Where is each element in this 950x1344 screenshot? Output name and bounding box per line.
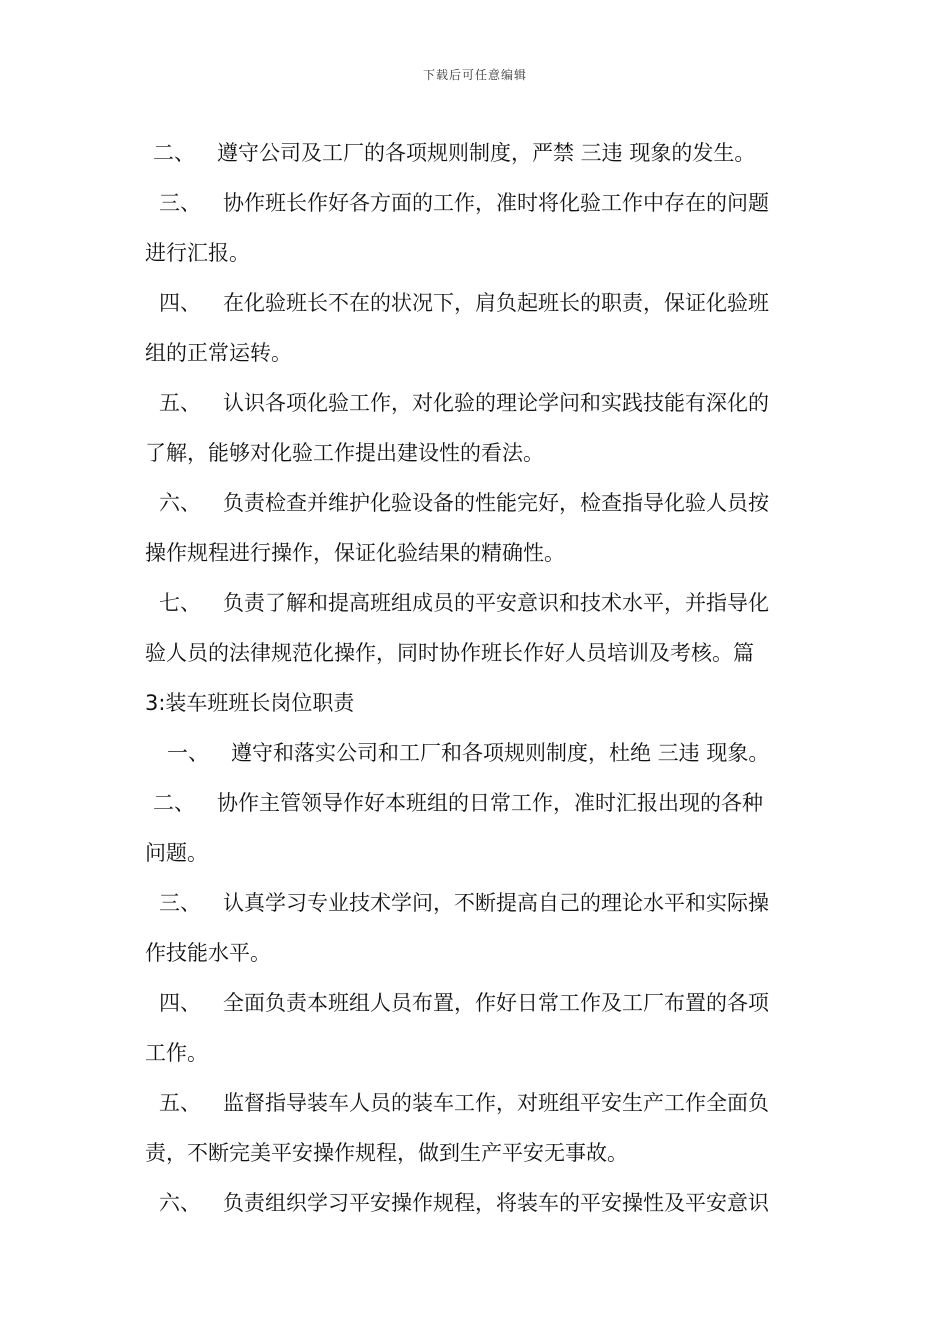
item-continuation: 操作规程进行操作，保证化验结果的精确性。 [145, 541, 565, 565]
list-item [145, 978, 810, 1028]
item-text: 负责组织学习平安操作规程，将装车的平安操性及平安意识 [223, 1191, 769, 1215]
item-continuation: 问题。 [145, 841, 208, 865]
item-text: 认识各项化验工作，对化验的理论学问和实践技能有深化的 [223, 391, 769, 415]
item-text: 协作主管领导作好本班组的日常工作，准时汇报出现的各种 [217, 791, 763, 815]
item-continuation: 进行汇报。 [145, 241, 250, 265]
item-text: 在化验班长不在的状况下，肩负起班长的职责，保证化验班 [223, 291, 769, 315]
item-number: 四、 [159, 991, 201, 1015]
list-item [145, 1078, 810, 1128]
list-item [145, 578, 810, 628]
list-item [145, 278, 810, 328]
item-number: 四、 [159, 291, 201, 315]
list-item [145, 478, 810, 528]
item-number: 五、 [159, 391, 201, 415]
item-number: 六、 [159, 491, 201, 515]
item-number: 一、 [167, 741, 209, 765]
item-number: 七、 [159, 591, 201, 615]
list-item [145, 728, 810, 778]
item-continuation: 了解，能够对化验工作提出建设性的看法。 [145, 441, 544, 465]
item-number: 五、 [159, 1091, 201, 1115]
item-text: 负责了解和提高班组成员的平安意识和技术水平，并指导化 [223, 591, 769, 615]
list-item [145, 1178, 810, 1228]
item-number: 二、 [153, 791, 195, 815]
header-note: 下载后可任意编辑 [422, 68, 527, 82]
list-item [145, 378, 810, 428]
item-text: 遵守公司及工厂的各项规则制度，严禁 三违 现象的发生。 [217, 141, 756, 165]
item-text: 监督指导装车人员的装车工作，对班组平安生产工作全面负 [223, 1091, 769, 1115]
item-text: 全面负责本班组人员布置，作好日常工作及工厂布置的各项 [223, 991, 769, 1015]
section-title: 3:装车班班长岗位职责 [145, 691, 355, 715]
list-item [145, 128, 810, 178]
item-text: 协作班长作好各方面的工作，准时将化验工作中存在的问题 [223, 191, 769, 215]
item-continuation: 作技能水平。 [145, 941, 271, 965]
item-text: 负责检查并维护化验设备的性能完好，检查指导化验人员按 [223, 491, 769, 515]
item-text: 认真学习专业技术学问，不断提高自己的理论水平和实际操 [223, 891, 769, 915]
item-number: 三、 [159, 191, 201, 215]
list-item [145, 178, 810, 228]
list-item [145, 778, 810, 828]
list-item [145, 878, 810, 928]
item-number: 二、 [153, 141, 195, 165]
item-continuation: 责，不断完美平安操作规程，做到生产平安无事故。 [145, 1141, 628, 1165]
document-body [145, 128, 810, 1228]
item-continuation: 验人员的法律规范化操作，同时协作班长作好人员培训及考核。篇 [145, 641, 754, 665]
item-number: 三、 [159, 891, 201, 915]
item-continuation: 工作。 [145, 1041, 208, 1065]
item-number: 六、 [159, 1191, 201, 1215]
item-text: 遵守和落实公司和工厂和各项规则制度，杜绝 三违 现象。 [231, 741, 770, 765]
item-continuation: 组的正常运转。 [145, 341, 292, 365]
